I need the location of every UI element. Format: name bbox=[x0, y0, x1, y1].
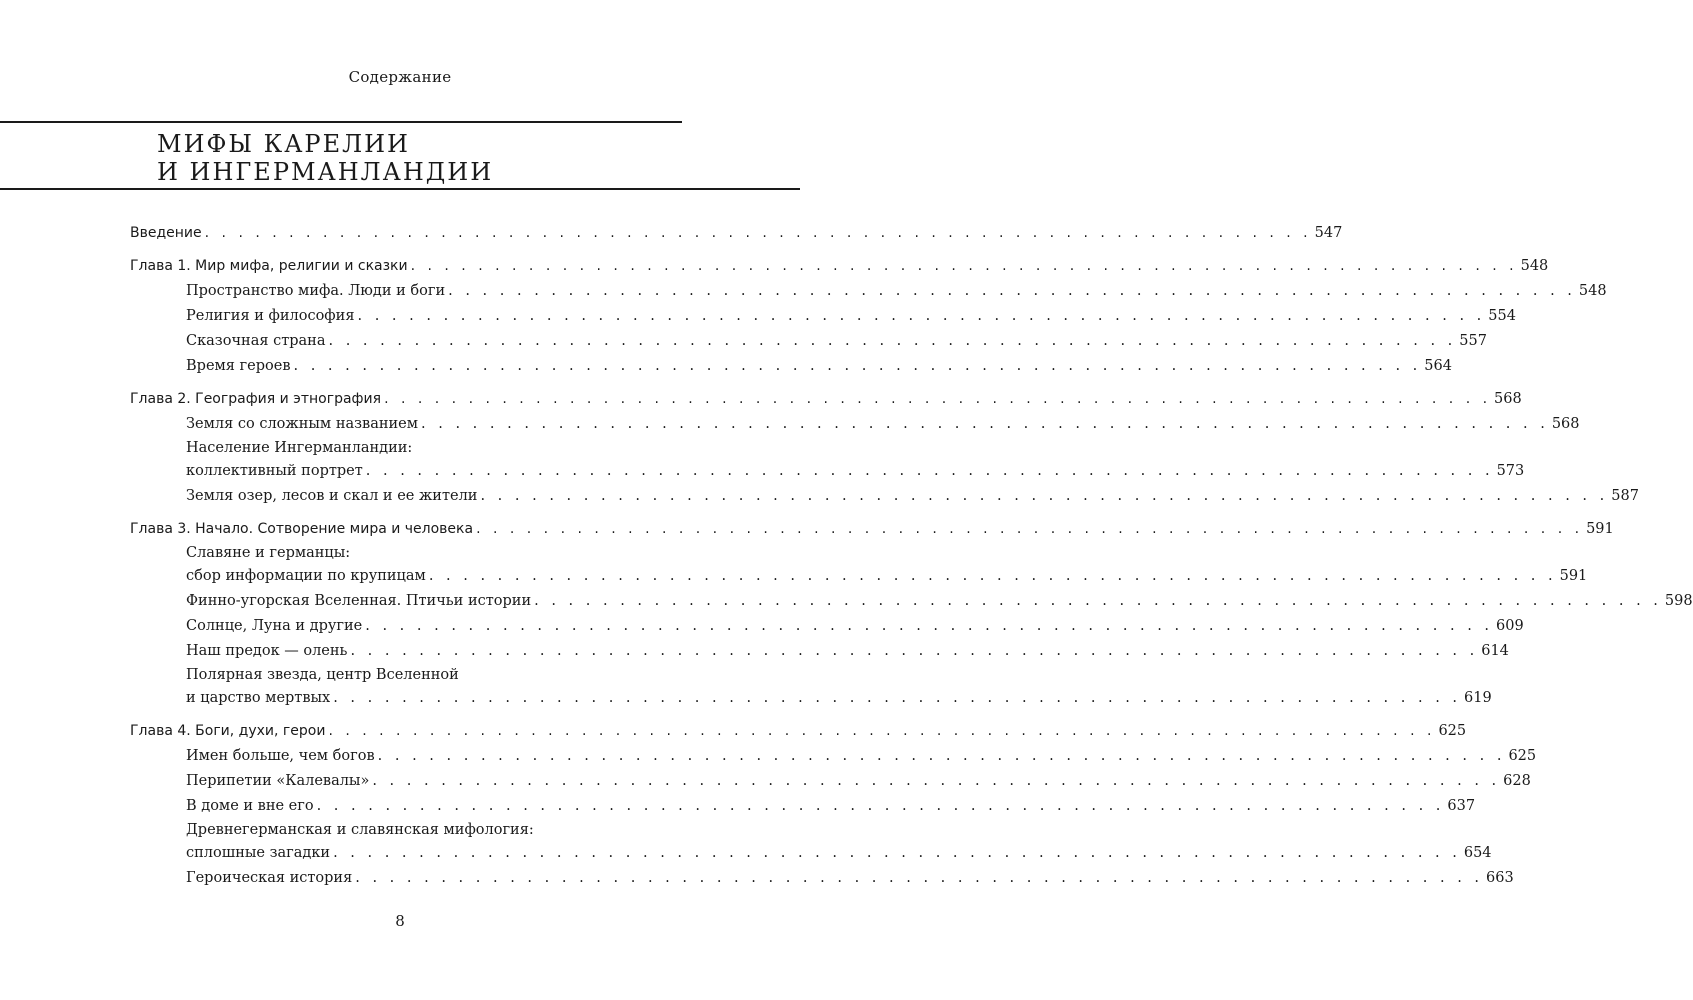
dot-leader: . . . . . . . . . . . . . . . . . . . . . . . . . . . . . . . . . . . . . . . . . . . . . . . . . . . . . . . . . . . . . . . . . . bbox=[384, 391, 1492, 407]
toc-spacer bbox=[130, 246, 710, 254]
toc-entry-title-line: Славяне и германцы: bbox=[186, 545, 351, 561]
running-head: Содержание bbox=[348, 68, 452, 86]
dot-leader: . . . . . . . . . . . . . . . . . . . . . . . . . . . . . . . . . . . . . . . . . . . . . . . . . . . . . . . . . . . . . . . . . . bbox=[316, 798, 1445, 814]
toc-entry-title: Солнце, Луна и другие bbox=[186, 618, 363, 634]
toc-entry-title: Наш предок — олень bbox=[186, 643, 348, 659]
dot-leader: . . . . . . . . . . . . . . . . . . . . . . . . . . . . . . . . . . . . . . . . . . . . . . . . . . . . . . . . . . . . . . . . . . bbox=[365, 618, 1494, 634]
dot-leader: . . . . . . . . . . . . . . . . . . . . . . . . . . . . . . . . . . . . . . . . . . . . . . . . . . . . . . . . . . . . . . . . . . bbox=[410, 258, 1518, 274]
toc-page-number: 564 bbox=[1424, 358, 1452, 374]
dot-leader: . . . . . . . . . . . . . . . . . . . . . . . . . . . . . . . . . . . . . . . . . . . . . . . . . . . . . . . . . . . . . . . . . . bbox=[480, 488, 1609, 504]
toc-entry-title: Имен больше, чем богов bbox=[186, 748, 375, 764]
toc-page-number: 637 bbox=[1447, 798, 1476, 814]
toc-spacer bbox=[130, 379, 710, 387]
dot-leader: . . . . . . . . . . . . . . . . . . . . . . . . . . . . . . . . . . . . . . . . . . . . . . . . . . . . . . . . . . . . . . . . . . bbox=[365, 463, 1494, 479]
table-of-contents bbox=[130, 221, 1693, 891]
dot-leader: . . . . . . . . . . . . . . . . . . . . . . . . . . . . . . . . . . . . . . . . . . . . . . . . . . . . . . . . . . . . . . . . . . bbox=[421, 416, 1549, 432]
section-title-line-2: И ИНГЕРМАНЛАНДИИ bbox=[157, 158, 494, 186]
toc-entry-section[interactable] bbox=[130, 686, 1492, 711]
toc-entry-chapter[interactable] bbox=[130, 254, 1549, 279]
section-title bbox=[157, 130, 493, 186]
toc-entry-section[interactable] bbox=[130, 744, 1537, 769]
toc-page-number: 548 bbox=[1578, 283, 1607, 299]
toc-entry-title: и царство мертвых bbox=[186, 690, 331, 706]
toc-entry-section[interactable] bbox=[130, 412, 1580, 437]
toc-spacer bbox=[130, 711, 710, 719]
toc-entry-title: Глава 1. Мир мифа, религии и сказки bbox=[130, 258, 408, 274]
toc-entry-title: сбор информации по крупицам bbox=[186, 568, 426, 584]
dot-leader: . . . . . . . . . . . . . . . . . . . . . . . . . . . . . . . . . . . . . . . . . . . . . . . . . . . . . . . . . . . . . . . . . . bbox=[328, 723, 1436, 739]
page-number: 8 bbox=[395, 912, 405, 930]
toc-page-number: 573 bbox=[1496, 463, 1525, 479]
toc-page-number: 598 bbox=[1664, 593, 1693, 609]
dot-leader: . . . . . . . . . . . . . . . . . . . . . . . . . . . . . . . . . . . . . . . . . . . . . . . . . . . . . . . . . . . . . . . . . . bbox=[476, 521, 1584, 537]
dot-leader: . . . . . . . . . . . . . . . . . . . . . . . . . . . . . . . . . . . . . . . . . . . . . . . . . . . . . . . . . . . . . . . . . . bbox=[204, 225, 1312, 241]
toc-entry-section[interactable] bbox=[130, 589, 1693, 614]
toc-page-number: 628 bbox=[1503, 773, 1531, 789]
toc-entry-section[interactable] bbox=[130, 564, 1588, 589]
toc-entry-title: коллективный портрет bbox=[186, 463, 363, 479]
toc-entry-section[interactable] bbox=[130, 354, 1452, 379]
toc-entry-title: Земля озер, лесов и скал и ее жители bbox=[186, 488, 478, 504]
dot-leader: . . . . . . . . . . . . . . . . . . . . . . . . . . . . . . . . . . . . . . . . . . . . . . . . . . . . . . . . . . . . . . . . . . bbox=[428, 568, 1557, 584]
toc-entry-section[interactable] bbox=[130, 329, 1487, 354]
toc-entry-section[interactable] bbox=[130, 841, 1492, 866]
toc-page-number: 557 bbox=[1459, 333, 1487, 349]
bottom-rule bbox=[0, 188, 800, 190]
toc-entry-section[interactable] bbox=[130, 279, 1607, 304]
toc-entry-title: Религия и философия bbox=[186, 308, 355, 324]
toc-entry-section[interactable] bbox=[130, 459, 1525, 484]
toc-page-number: 654 bbox=[1463, 845, 1492, 861]
toc-page-number: 614 bbox=[1481, 643, 1509, 659]
toc-entry-title: Время героев bbox=[186, 358, 291, 374]
toc-page-number: 587 bbox=[1611, 488, 1639, 504]
toc-page-number: 591 bbox=[1559, 568, 1588, 584]
toc-page-number: 547 bbox=[1314, 225, 1343, 241]
toc-entry-title: сплошные загадки bbox=[186, 845, 331, 861]
toc-spacer bbox=[130, 509, 710, 517]
dot-leader: . . . . . . . . . . . . . . . . . . . . . . . . . . . . . . . . . . . . . . . . . . . . . . . . . . . . . . . . . . . . . . . . . . bbox=[357, 308, 1486, 324]
toc-entry-section[interactable] bbox=[130, 866, 1514, 891]
dot-leader: . . . . . . . . . . . . . . . . . . . . . . . . . . . . . . . . . . . . . . . . . . . . . . . . . . . . . . . . . . . . . . . . . . bbox=[333, 690, 1462, 706]
toc-entry-title: В доме и вне его bbox=[186, 798, 314, 814]
toc-entry-title: Глава 2. География и этнография bbox=[130, 391, 382, 407]
toc-entry-title: Земля со сложным названием bbox=[186, 416, 419, 432]
dot-leader: . . . . . . . . . . . . . . . . . . . . . . . . . . . . . . . . . . . . . . . . . . . . . . . . . . . . . . . . . . . . . . . . . . bbox=[350, 643, 1479, 659]
toc-entry-section[interactable] bbox=[130, 304, 1516, 329]
dot-leader: . . . . . . . . . . . . . . . . . . . . . . . . . . . . . . . . . . . . . . . . . . . . . . . . . . . . . . . . . . . . . . . . . . bbox=[333, 845, 1461, 861]
toc-entry-section[interactable] bbox=[130, 769, 1531, 794]
toc-entry-title: Сказочная страна bbox=[186, 333, 326, 349]
toc-entry-introduction[interactable] bbox=[130, 221, 1343, 246]
toc-entry-section[interactable] bbox=[130, 614, 1524, 639]
toc-entry-section[interactable] bbox=[130, 794, 1476, 819]
toc-entry-title-line: Население Ингерманландии: bbox=[186, 440, 413, 456]
dot-leader: . . . . . . . . . . . . . . . . . . . . . . . . . . . . . . . . . . . . . . . . . . . . . . . . . . . . . . . . . . . . . . . . . . bbox=[448, 283, 1576, 299]
toc-page-number: 591 bbox=[1586, 521, 1614, 537]
toc-page-number: 625 bbox=[1438, 723, 1467, 739]
toc-entry-section[interactable] bbox=[130, 484, 1639, 509]
toc-entry-title-line: Полярная звезда, центр Вселенной bbox=[186, 667, 459, 683]
toc-entry-title: Глава 4. Боги, духи, герои bbox=[130, 723, 326, 739]
toc-entry-title: Героическая история bbox=[186, 870, 353, 886]
toc-page-number: 554 bbox=[1488, 308, 1516, 324]
toc-page-number: 548 bbox=[1520, 258, 1549, 274]
toc-entry-title: Финно-угорская Вселенная. Птичьи истории bbox=[186, 593, 532, 609]
toc-entry-section[interactable] bbox=[130, 639, 1509, 664]
toc-page-number: 609 bbox=[1496, 618, 1524, 634]
top-rule bbox=[0, 121, 682, 123]
toc-entry-title: Глава 3. Начало. Сотворение мира и человека bbox=[130, 521, 474, 537]
dot-leader: . . . . . . . . . . . . . . . . . . . . . . . . . . . . . . . . . . . . . . . . . . . . . . . . . . . . . . . . . . . . . . . . . . bbox=[372, 773, 1501, 789]
dot-leader: . . . . . . . . . . . . . . . . . . . . . . . . . . . . . . . . . . . . . . . . . . . . . . . . . . . . . . . . . . . . . . . . . . bbox=[328, 333, 1457, 349]
dot-leader: . . . . . . . . . . . . . . . . . . . . . . . . . . . . . . . . . . . . . . . . . . . . . . . . . . . . . . . . . . . . . . . . . . bbox=[293, 358, 1422, 374]
dot-leader: . . . . . . . . . . . . . . . . . . . . . . . . . . . . . . . . . . . . . . . . . . . . . . . . . . . . . . . . . . . . . . . . . . bbox=[377, 748, 1506, 764]
toc-page-number: 619 bbox=[1464, 690, 1492, 706]
toc-entry-title: Пространство мифа. Люди и боги bbox=[186, 283, 446, 299]
toc-page-number: 568 bbox=[1551, 416, 1580, 432]
dot-leader: . . . . . . . . . . . . . . . . . . . . . . . . . . . . . . . . . . . . . . . . . . . . . . . . . . . . . . . . . . . . . . . . . . bbox=[534, 593, 1662, 609]
toc-entry-title: Перипетии «Калевалы» bbox=[186, 773, 370, 789]
toc-entry-title-line: Древнегерманская и славянская мифология: bbox=[186, 822, 534, 838]
toc-entry-chapter[interactable] bbox=[130, 517, 1614, 542]
toc-page-number: 663 bbox=[1486, 870, 1514, 886]
toc-entry-title: Введение bbox=[130, 225, 202, 241]
toc-entry-chapter[interactable] bbox=[130, 719, 1467, 744]
toc-page-number: 568 bbox=[1494, 391, 1522, 407]
section-title-line-1: МИФЫ КАРЕЛИИ bbox=[157, 130, 410, 158]
dot-leader: . . . . . . . . . . . . . . . . . . . . . . . . . . . . . . . . . . . . . . . . . . . . . . . . . . . . . . . . . . . . . . . . . . bbox=[355, 870, 1484, 886]
toc-entry-chapter[interactable] bbox=[130, 387, 1522, 412]
toc-page-number: 625 bbox=[1508, 748, 1537, 764]
